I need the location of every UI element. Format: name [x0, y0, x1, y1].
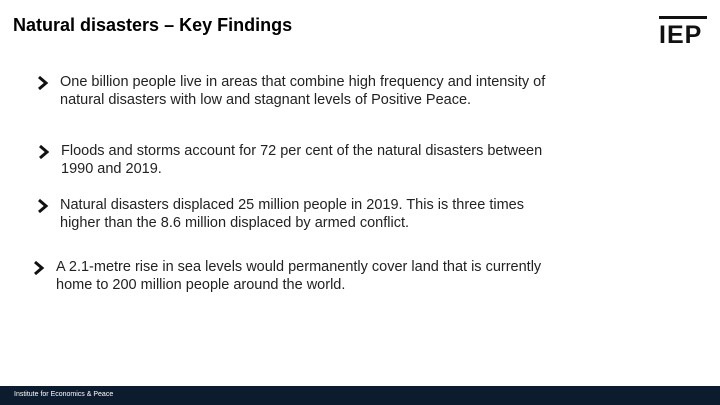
logo-bar	[659, 16, 707, 19]
slide-title: Natural disasters – Key Findings	[13, 15, 293, 35]
bullet-text: Floods and storms account for 72 per cent of the natural disasters between 1990 and 2019.	[61, 143, 543, 177]
bullet-text: A 2.1-metre rise in sea levels would permanently cover land that is currently home to 200 million people around the world.	[56, 259, 542, 293]
chevron-right-icon	[32, 260, 46, 276]
footer-text: Institute for Economics & Peace	[14, 391, 114, 398]
footer-bar	[0, 386, 720, 405]
bullet-item	[56, 259, 556, 294]
bullet-text: Natural disasters displaced 25 million people in 2019. This is three times higher than the 8.6 million displaced by armed conflict.	[60, 197, 524, 231]
bullet-item	[60, 74, 560, 109]
chevron-right-icon	[37, 144, 51, 160]
bullet-item	[60, 197, 560, 232]
iep-logo	[659, 16, 707, 50]
logo-text: IEP	[659, 21, 703, 49]
bullet-text: One billion people live in areas that combine high frequency and intensity of natural disasters with low and stagnant levels of Positive Peace.	[60, 74, 546, 108]
chevron-right-icon	[36, 75, 50, 91]
chevron-right-icon	[36, 198, 50, 214]
bullet-item	[61, 143, 561, 178]
